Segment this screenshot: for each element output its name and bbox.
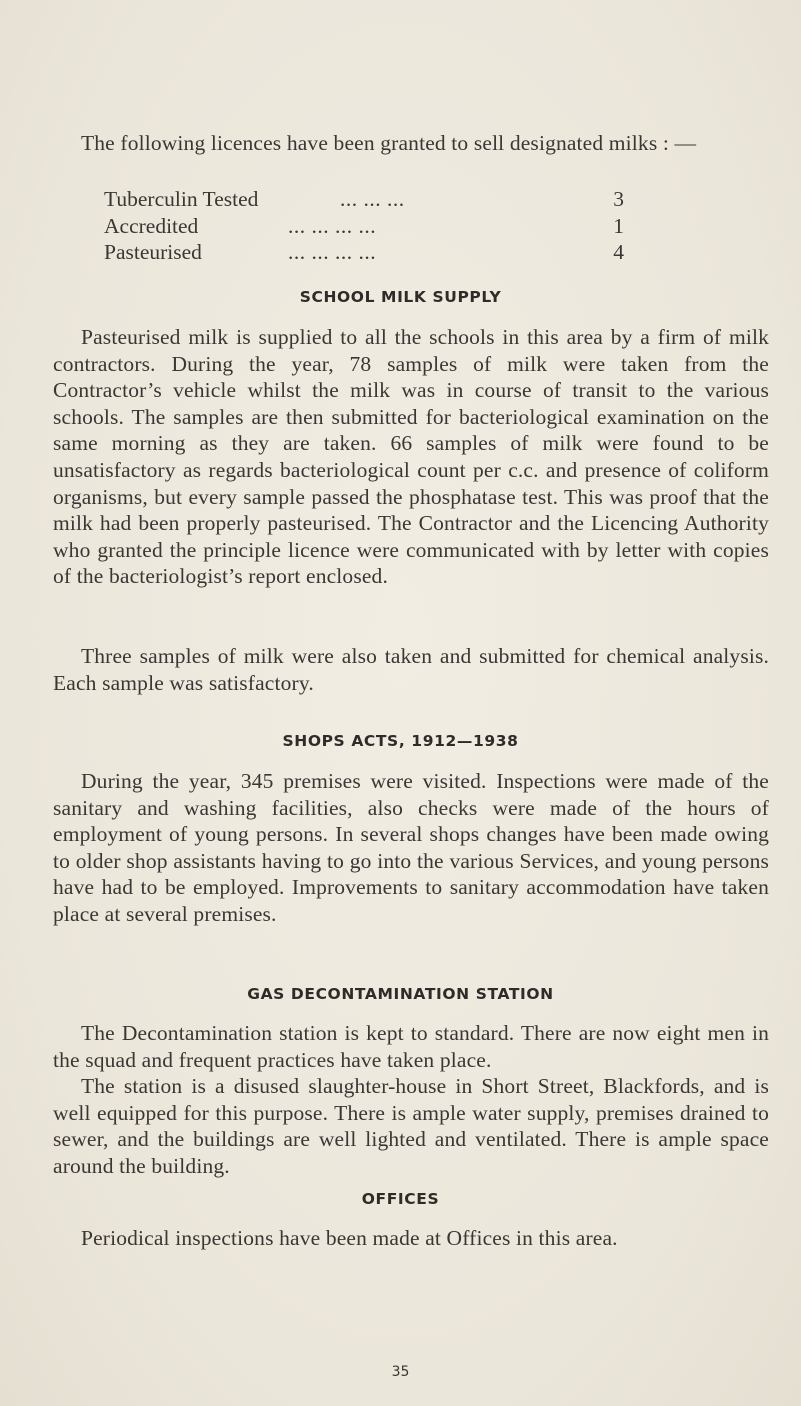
school-milk-paragraph: Pasteurised milk is supplied to all the schools in this area by a firm of milk contractors. During the year, 78 samples of milk were taken from the Contractor’s vehicle whilst the milk was in course of transit to the various schools. The samples are then submitted for bacteriological examination on the same morning as they are taken. 66 samples of milk were found to be unsatisfactory as regards bacteriological count per c.c. and presence of coliform organisms, but every sample passed the phosphatase test. This was proof that the milk had been properly pasteurised. The Contractor and the Licencing Authority who granted the principle licence were communicated with by letter with copies of the bacteriologist’s report enclosed. — [53, 325, 769, 589]
school-milk-chemical-paragraph: Three samples of milk were also taken and submitted for chemical analysis. Each sample was satisfactory. — [53, 644, 769, 695]
licence-row — [104, 213, 624, 240]
licence-count: 3 — [613, 187, 624, 211]
licence-count: 4 — [613, 240, 624, 264]
licence-row — [104, 239, 624, 266]
licence-leader-dots: ... ... ... — [340, 187, 405, 211]
page-number: 35 — [391, 1364, 410, 1380]
licence-count: 1 — [613, 213, 624, 238]
gas-station-heading: GAS DECONTAMINATION STATION — [247, 985, 554, 1003]
shops-acts-paragraph: During the year, 345 premises were visited. Inspections were made of the sanitary and washing facilities, also checks were made of the hours of employment of young persons. In several shops changes have been made owing to older shop assistants having to go into the various Services, and young persons have had to be employed. Improvements to sanitary accommodation have taken place at several premises. — [53, 769, 769, 926]
licence-row — [104, 186, 624, 213]
offices-heading: OFFICES — [361, 1190, 440, 1208]
intro-paragraph: The following licences have been granted to sell designated milks : — — [81, 131, 697, 155]
licence-name: Pasteurised — [104, 240, 202, 264]
gas-station-paragraph: The Decontamination station is kept to standard. There are now eight men in the squad and frequent practices have taken place. — [53, 1021, 769, 1072]
licence-name: Accredited — [104, 213, 199, 238]
licence-leader-dots: ... ... ... ... — [288, 240, 377, 264]
offices-paragraph: Periodical inspections have been made at Offices in this area. — [81, 1226, 618, 1250]
gas-station-description-paragraph: The station is a disused slaughter-house in Short Street, Blackfords, and is well equipped for this purpose. There is ample water supply, premises drained to sewer, and the buildings are well lighted and ventilated. There is ample space around the building. — [53, 1074, 769, 1178]
licence-leader-dots: ... ... ... ... — [288, 213, 377, 238]
licence-name: Tuberculin Tested — [104, 187, 259, 211]
shops-acts-heading: SHOPS ACTS, 1912—1938 — [282, 732, 519, 750]
licence-list — [104, 186, 624, 266]
school-milk-heading: SCHOOL MILK SUPPLY — [299, 288, 502, 306]
